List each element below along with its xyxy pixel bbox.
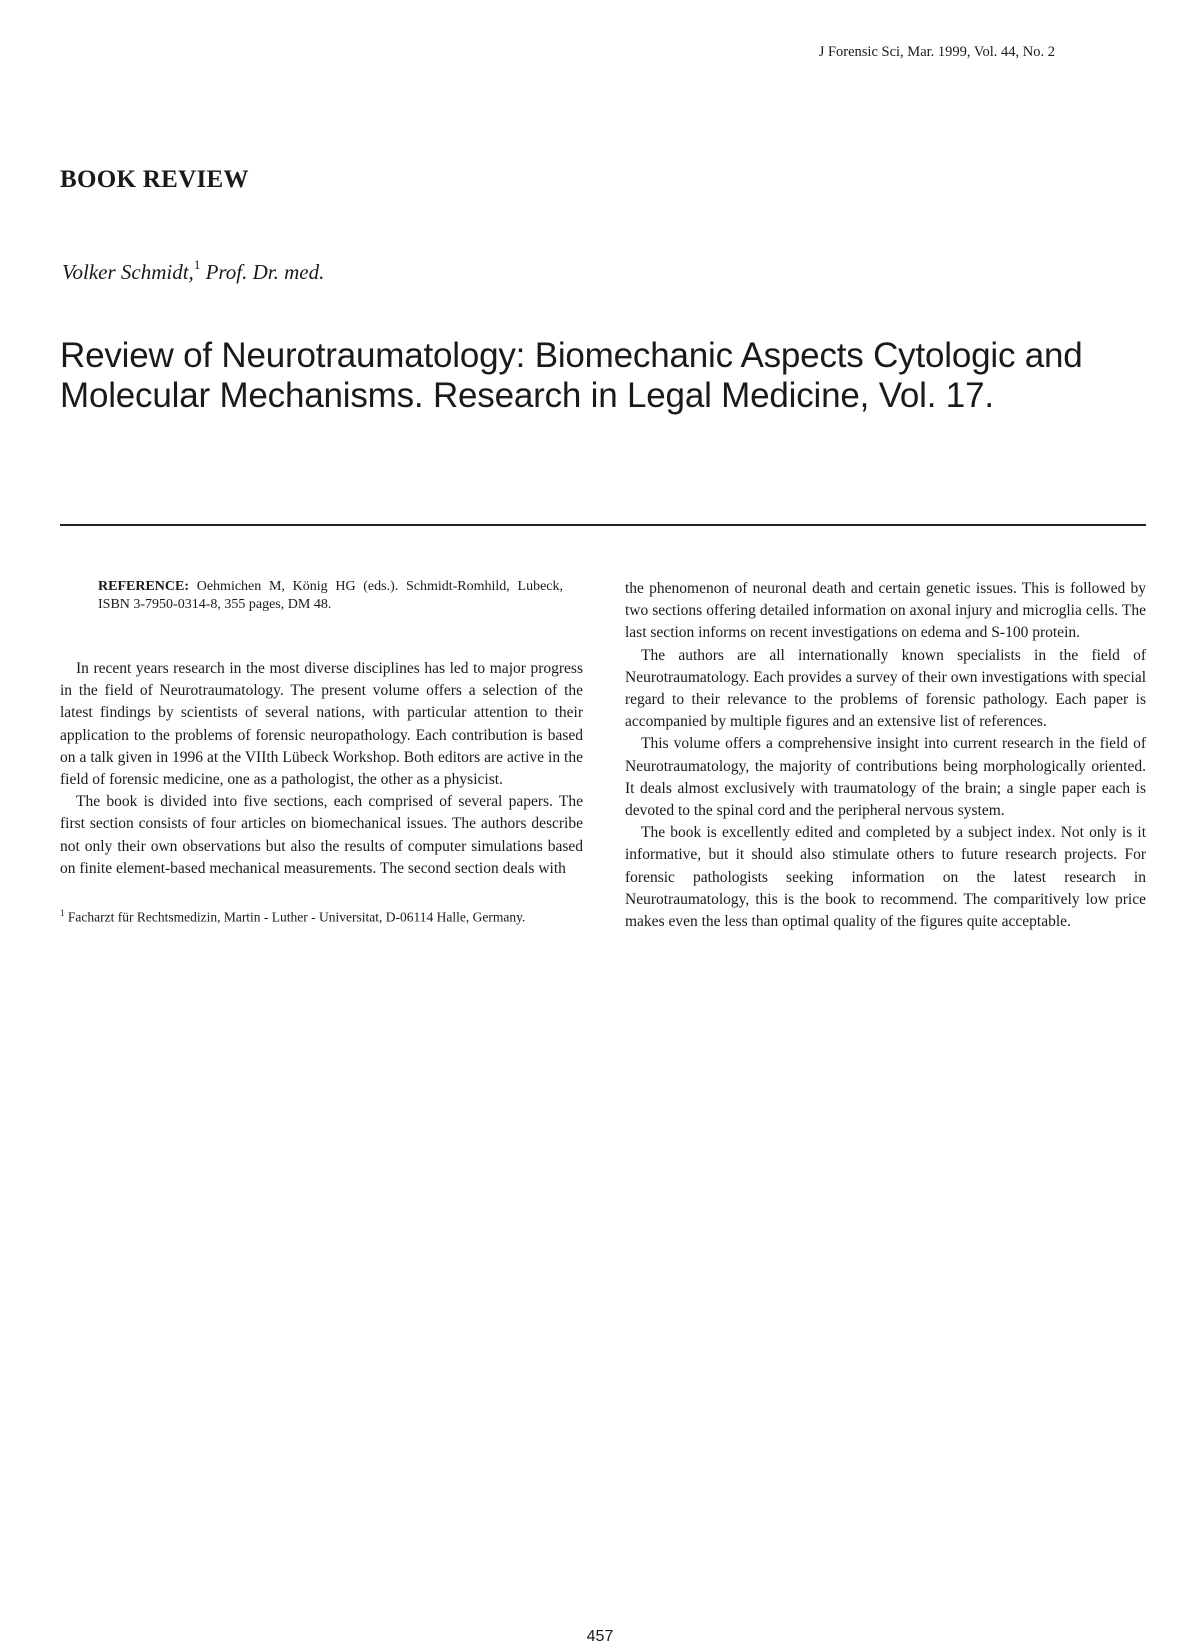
body-paragraph: the phenomenon of neuronal death and certain genetic issues. This is followed by two sections offering detailed information on axonal injury and microglia cells. The last section informs on recent investigations on edema and S-100 protein. (625, 580, 1146, 642)
footnote-mark: 1 (60, 908, 65, 919)
body-paragraph: The authors are all internationally known specialists in the field of Neurotraumatology. Each provides a survey of their own investigations with special regard to their relevance to the problems of forensic pathology. Each paper is accompanied by multiple figures and an extensive list of references. (625, 646, 1146, 731)
article-title: Review of Neurotraumatology: Biomechanic Aspects Cytologic and Molecular Mechanisms. Research in Legal Medicine, Vol. 17. (60, 336, 1083, 415)
left-column (60, 578, 583, 927)
footnote (60, 904, 583, 927)
section-label: BOOK REVIEW (60, 166, 249, 193)
body-paragraph: This volume offers a comprehensive insight into current research in the field of Neurotraumatology, the majority of contributions being morphologically oriented. It deals almost exclusively with traumatology of the brain; a single paper each is devoted to the spinal cord and the peripheral nervous system. (625, 735, 1146, 820)
author-name: Volker Schmidt, (62, 260, 194, 284)
footnote-text: Facharzt für Rechtsmedizin, Martin - Luther - Universitat, D-06114 Halle, Germany. (67, 909, 526, 925)
body-paragraph: The book is excellently edited and completed by a subject index. Not only is it informative, but it should also stimulate others to future research projects. For forensic pathologists seeking information on the latest research in Neurotraumatology, this is the book to recommend. The comparitively low price makes even the less than optimal quality of the figures quite acceptable. (625, 824, 1146, 931)
right-column (625, 578, 1146, 933)
page-number: 457 (586, 1628, 614, 1645)
body-paragraph: The book is divided into five sections, each comprised of several papers. The first section consists of four articles on biomechanical issues. The authors describe not only their own observations but also the results of computer simulations based on finite element-based mechanical measurements. The second section deals with (60, 793, 583, 877)
reference-text: Oehmichen M, König HG (eds.). Schmidt-Romhild, Lubeck, ISBN 3-7950-0314-8, 355 pages, DM 48. (98, 579, 563, 612)
author-byline (62, 259, 324, 285)
reference-label: REFERENCE: (98, 579, 190, 594)
body-paragraph: In recent years research in the most diverse disciplines has led to major progress in the field of Neurotraumatology. The present volume offers a selection of the latest findings by scientists of several nations, with particular attention to their application to the problems of forensic neuropathology. Each contribution is based on a talk given in 1996 at the VIIth Lübeck Workshop. Both editors are active in the field of forensic medicine, one as a pathologist, the other as a physicist. (60, 660, 583, 789)
journal-header: J Forensic Sci, Mar. 1999, Vol. 44, No. 2 (818, 44, 1055, 60)
reference-block (60, 578, 583, 614)
author-footnote-mark: 1 (193, 257, 201, 272)
title-rule (60, 524, 1146, 526)
author-title: Prof. Dr. med. (205, 260, 325, 284)
